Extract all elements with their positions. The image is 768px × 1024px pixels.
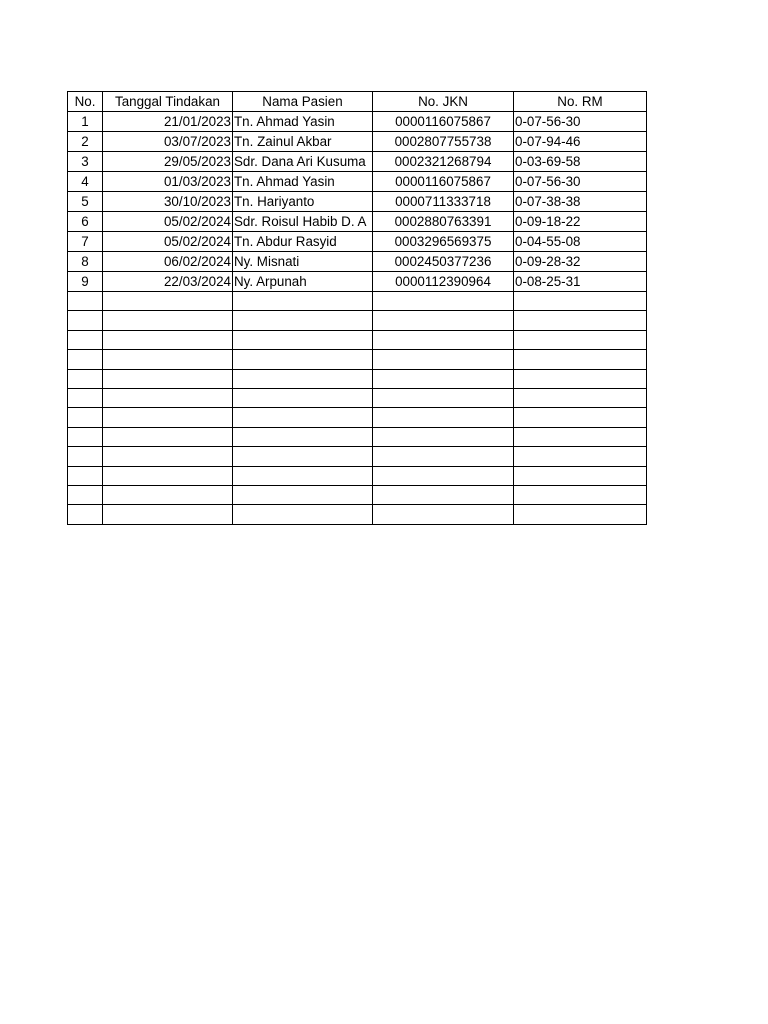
table-row [68, 232, 647, 252]
cell-name[interactable]: Sdr. Dana Ari Kusuma [233, 152, 373, 172]
empty-cell[interactable] [373, 330, 514, 349]
cell-rm[interactable]: 0-07-94-46 [514, 132, 647, 152]
empty-cell[interactable] [233, 408, 373, 427]
empty-cell[interactable] [373, 388, 514, 407]
cell-jkn[interactable]: 0000116075867 [373, 172, 514, 192]
cell-no[interactable]: 8 [68, 252, 103, 272]
empty-cell[interactable] [233, 466, 373, 485]
empty-cell[interactable] [68, 330, 103, 349]
empty-cell[interactable] [103, 369, 233, 388]
patient-table [67, 91, 647, 525]
empty-cell[interactable] [373, 369, 514, 388]
empty-row [68, 408, 647, 427]
cell-date[interactable]: 21/01/2023 [103, 112, 233, 132]
empty-cell[interactable] [514, 485, 647, 504]
empty-cell[interactable] [373, 485, 514, 504]
empty-cell[interactable] [514, 369, 647, 388]
cell-jkn[interactable]: 0003296569375 [373, 232, 514, 252]
header-rm: No. RM [514, 92, 647, 112]
empty-cell[interactable] [233, 292, 373, 311]
empty-cell[interactable] [514, 408, 647, 427]
empty-row [68, 388, 647, 407]
cell-date[interactable]: 22/03/2024 [103, 272, 233, 292]
table-row [68, 252, 647, 272]
cell-rm[interactable]: 0-03-69-58 [514, 152, 647, 172]
empty-row [68, 447, 647, 466]
empty-cell[interactable] [514, 466, 647, 485]
empty-cell[interactable] [373, 505, 514, 524]
empty-cell[interactable] [103, 505, 233, 524]
empty-cell[interactable] [514, 292, 647, 311]
empty-cell[interactable] [514, 447, 647, 466]
empty-cell[interactable] [68, 427, 103, 446]
cell-jkn[interactable]: 0000112390964 [373, 272, 514, 292]
empty-cell[interactable] [514, 388, 647, 407]
empty-cell[interactable] [233, 350, 373, 369]
empty-cell[interactable] [68, 485, 103, 504]
cell-no[interactable]: 2 [68, 132, 103, 152]
cell-name[interactable]: Tn. Ahmad Yasin [233, 112, 373, 132]
empty-cell[interactable] [514, 427, 647, 446]
empty-cell[interactable] [514, 505, 647, 524]
empty-cell[interactable] [68, 292, 103, 311]
empty-row [68, 369, 647, 388]
empty-cell[interactable] [68, 311, 103, 330]
table-row [68, 172, 647, 192]
empty-cell[interactable] [103, 427, 233, 446]
table-row [68, 132, 647, 152]
cell-name[interactable]: Tn. Zainul Akbar [233, 132, 373, 152]
empty-cell[interactable] [68, 505, 103, 524]
empty-row [68, 330, 647, 349]
empty-cell[interactable] [68, 369, 103, 388]
table-row [68, 272, 647, 292]
empty-cell[interactable] [68, 466, 103, 485]
cell-rm[interactable]: 0-09-18-22 [514, 212, 647, 232]
cell-jkn[interactable]: 0000711333718 [373, 192, 514, 212]
cell-name[interactable]: Tn. Abdur Rasyid [233, 232, 373, 252]
empty-cell[interactable] [514, 311, 647, 330]
header-row [68, 92, 647, 112]
empty-cell[interactable] [373, 350, 514, 369]
cell-name[interactable]: Tn. Ahmad Yasin [233, 172, 373, 192]
cell-date[interactable]: 01/03/2023 [103, 172, 233, 192]
cell-no[interactable]: 4 [68, 172, 103, 192]
empty-cell[interactable] [68, 388, 103, 407]
empty-cell[interactable] [233, 427, 373, 446]
empty-cell[interactable] [233, 330, 373, 349]
empty-cell[interactable] [514, 330, 647, 349]
header-no: No. [68, 92, 103, 112]
empty-row [68, 311, 647, 330]
cell-rm[interactable]: 0-04-55-08 [514, 232, 647, 252]
empty-cell[interactable] [233, 388, 373, 407]
empty-cell[interactable] [103, 350, 233, 369]
empty-cell[interactable] [68, 408, 103, 427]
cell-date[interactable]: 29/05/2023 [103, 152, 233, 172]
cell-rm[interactable]: 0-09-28-32 [514, 252, 647, 272]
cell-rm[interactable]: 0-08-25-31 [514, 272, 647, 292]
empty-cell[interactable] [103, 330, 233, 349]
cell-name[interactable]: Ny. Misnati [233, 252, 373, 272]
empty-cell[interactable] [233, 485, 373, 504]
header-name: Nama Pasien [233, 92, 373, 112]
empty-cell[interactable] [373, 427, 514, 446]
cell-jkn[interactable]: 0002450377236 [373, 252, 514, 272]
cell-rm[interactable]: 0-07-56-30 [514, 112, 647, 132]
empty-row [68, 350, 647, 369]
empty-cell[interactable] [103, 311, 233, 330]
cell-jkn[interactable]: 0002807755738 [373, 132, 514, 152]
cell-no[interactable]: 3 [68, 152, 103, 172]
cell-no[interactable]: 5 [68, 192, 103, 212]
empty-row [68, 292, 647, 311]
table-row [68, 152, 647, 172]
empty-cell[interactable] [514, 350, 647, 369]
empty-row [68, 505, 647, 524]
cell-date[interactable]: 06/02/2024 [103, 252, 233, 272]
cell-no[interactable]: 6 [68, 212, 103, 232]
empty-cell[interactable] [373, 292, 514, 311]
table-row [68, 192, 647, 212]
empty-cell[interactable] [233, 311, 373, 330]
empty-cell[interactable] [103, 292, 233, 311]
cell-date[interactable]: 05/02/2024 [103, 232, 233, 252]
cell-rm[interactable]: 0-07-38-38 [514, 192, 647, 212]
table-row [68, 112, 647, 132]
empty-cell[interactable] [103, 408, 233, 427]
empty-cell[interactable] [233, 447, 373, 466]
cell-no[interactable]: 1 [68, 112, 103, 132]
cell-jkn[interactable]: 0002880763391 [373, 212, 514, 232]
cell-jkn[interactable]: 0000116075867 [373, 112, 514, 132]
empty-cell[interactable] [103, 388, 233, 407]
empty-row [68, 466, 647, 485]
empty-row [68, 427, 647, 446]
cell-date[interactable]: 03/07/2023 [103, 132, 233, 152]
empty-cell[interactable] [103, 447, 233, 466]
empty-cell[interactable] [68, 350, 103, 369]
empty-cell[interactable] [373, 447, 514, 466]
table-row [68, 212, 647, 232]
empty-cell[interactable] [373, 311, 514, 330]
cell-jkn[interactable]: 0002321268794 [373, 152, 514, 172]
empty-cell[interactable] [68, 447, 103, 466]
cell-name[interactable]: Sdr. Roisul Habib D. A [233, 212, 373, 232]
empty-cell[interactable] [103, 485, 233, 504]
cell-date[interactable]: 05/02/2024 [103, 212, 233, 232]
header-date: Tanggal Tindakan [103, 92, 233, 112]
empty-cell[interactable] [233, 369, 373, 388]
cell-rm[interactable]: 0-07-56-30 [514, 172, 647, 192]
empty-cell[interactable] [373, 466, 514, 485]
header-jkn: No. JKN [373, 92, 514, 112]
cell-date[interactable]: 30/10/2023 [103, 192, 233, 212]
cell-name[interactable]: Ny. Arpunah [233, 272, 373, 292]
empty-cell[interactable] [373, 408, 514, 427]
empty-cell[interactable] [103, 466, 233, 485]
empty-cell[interactable] [233, 505, 373, 524]
cell-no[interactable]: 7 [68, 232, 103, 252]
empty-row [68, 485, 647, 504]
cell-no[interactable]: 9 [68, 272, 103, 292]
cell-name[interactable]: Tn. Hariyanto [233, 192, 373, 212]
